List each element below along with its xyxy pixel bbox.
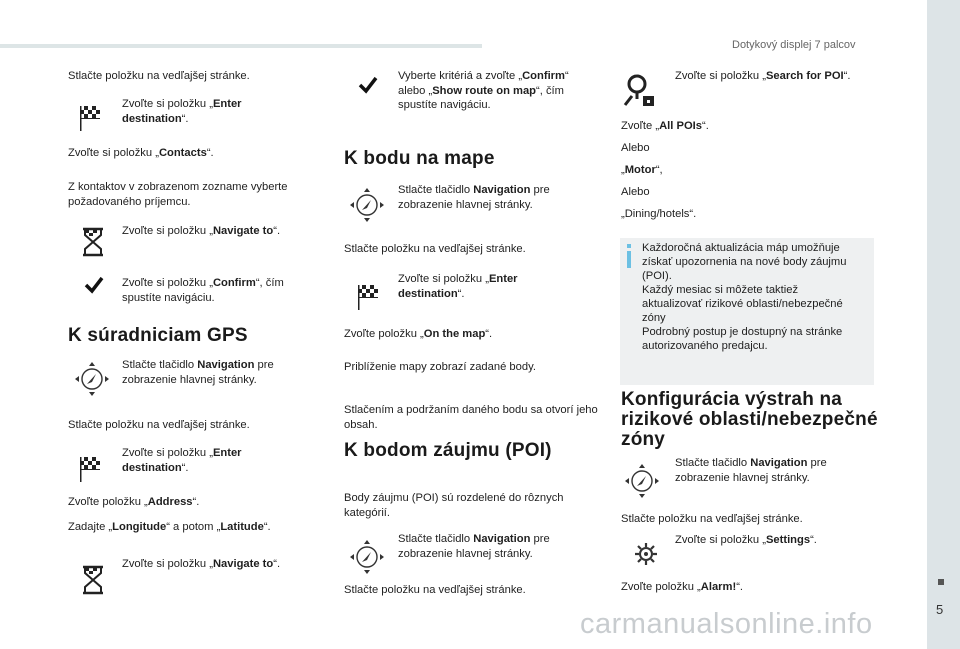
checkmark-icon	[358, 76, 378, 94]
paragraph: Stlačte položku na vedľajšej stránke.	[68, 70, 250, 82]
navigation-compass-icon	[624, 462, 660, 500]
paragraph: Zadajte „Longitude“ a potom „Latitude“.	[68, 521, 271, 533]
paragraph: Zvoľte si položku „Contacts“.	[68, 147, 214, 159]
navigation-compass-icon	[349, 186, 385, 224]
poi-search-icon	[623, 72, 659, 110]
header-rule	[0, 44, 482, 48]
gear-icon	[634, 541, 658, 567]
hourglass-icon	[80, 564, 106, 596]
step-navigation: Stlačte tlačidlo Navigation pre zobrazenie hlavnej stránky.	[398, 533, 550, 560]
step-navigate-to: Zvoľte si položku „Navigate to“.	[122, 225, 281, 237]
paragraph: Priblíženie mapy zobrazí zadané body.	[344, 361, 536, 373]
step-confirm: Zvoľte si položku „Confirm“, čím spustíte navigáciu.	[122, 277, 284, 304]
step-confirm-criteria: Vyberte kritériá a zvoľte „Confirm“ alebo „Show route on map“, čím spustíte navigáciu.	[398, 70, 569, 111]
page-number: 5	[936, 602, 944, 617]
paragraph: Alebo	[621, 142, 650, 154]
paragraph: Stlačením a podržaním daného bodu sa otvorí jeho obsah.	[344, 404, 598, 431]
step-navigation: Stlačte tlačidlo Navigation pre zobrazenie hlavnej stránky.	[398, 184, 550, 211]
hourglass-icon	[80, 226, 106, 258]
paragraph: Body záujmu (POI) sú rozdelené do rôznych kategórií.	[344, 492, 564, 519]
step-search-poi: Zvoľte si položku „Search for POI“.	[675, 70, 851, 82]
checkered-flag-icon	[78, 104, 102, 132]
page-header-title: Dotykový displej 7 palcov	[732, 39, 856, 51]
step-settings: Zvoľte si položku „Settings“.	[675, 534, 817, 546]
section-heading: K bodom záujmu (POI)	[344, 440, 552, 461]
step-navigation: Stlačte tlačidlo Navigation pre zobrazenie hlavnej stránky.	[675, 457, 827, 484]
step-enter-destination: Zvoľte si položku „Enter destination“.	[122, 447, 242, 474]
paragraph: Stlačte položku na vedľajšej stránke.	[344, 584, 526, 596]
paragraph: Zvoľte „All POIs“.	[621, 120, 709, 132]
checkered-flag-icon	[356, 283, 380, 311]
info-icon	[626, 244, 632, 270]
step-navigation: Stlačte tlačidlo Navigation pre zobrazenie hlavnej stránky.	[122, 359, 274, 386]
paragraph: „Dining/hotels“.	[621, 208, 697, 220]
paragraph: Stlačte položku na vedľajšej stránke.	[344, 243, 526, 255]
paragraph: Stlačte položku na vedľajšej stránke.	[68, 419, 250, 431]
step-enter-destination: Zvoľte si položku „Enter destination“.	[122, 98, 242, 125]
watermark: carmanualsonline.info	[580, 608, 873, 640]
paragraph: Zvoľte položku „Address“.	[68, 496, 200, 508]
section-heading: K bodu na mape	[344, 148, 495, 169]
paragraph: „Motor“,	[621, 164, 663, 176]
checkered-flag-icon	[78, 455, 102, 483]
paragraph: Alebo	[621, 186, 650, 198]
checkmark-icon	[84, 276, 104, 294]
paragraph: Z kontaktov v zobrazenom zozname vyberte požadovaného príjemcu.	[68, 181, 288, 208]
step-enter-destination: Zvoľte si položku „Enter destination“.	[398, 273, 518, 300]
paragraph: Stlačte položku na vedľajšej stránke.	[621, 513, 803, 525]
paragraph: Zvoľte položku „On the map“.	[344, 328, 493, 340]
navigation-compass-icon	[74, 360, 110, 398]
section-heading: K súradniciam GPS	[68, 325, 248, 346]
page-marker	[938, 579, 944, 585]
navigation-compass-icon	[349, 538, 385, 576]
info-note-text: Každoročná aktualizácia máp umožňuje získať upozornenia na nové body záujmu (POI). Každý mesiac si môžete taktiež aktualizovať rizikové oblasti/nebezpečné zóny Podrobný postup je dostupný na stránke autorizovaného predajcu.	[642, 242, 847, 352]
side-strip	[927, 0, 960, 649]
section-heading: Konfigurácia výstrah na rizikové oblasti/nebezpečné zóny	[621, 389, 878, 450]
paragraph: Zvoľte položku „Alarm!“.	[621, 581, 744, 593]
step-navigate-to: Zvoľte si položku „Navigate to“.	[122, 558, 281, 570]
